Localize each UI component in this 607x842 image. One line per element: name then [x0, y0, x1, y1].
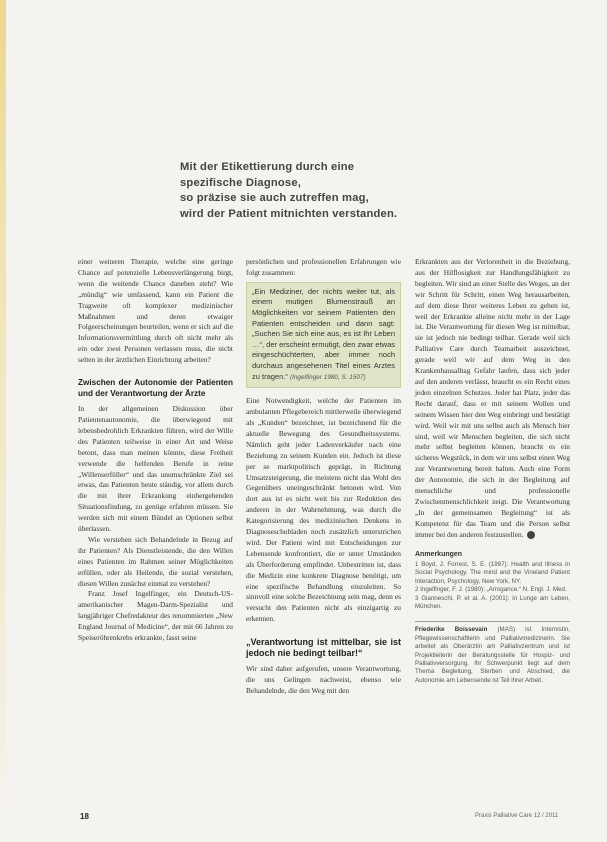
quote-source: (Ingelfinger 1980, S. 1507)	[289, 373, 366, 381]
col1-paragraph-4: Franz Josef Ingelfinger, ein Deutsch-US-amerikanischer Magen-Darm-Spezialist und langjähriger Chefredakteur des renommierten „New England Journal of Medicine“, der mit 66 Jahren zu Speiseröhrenkrebs erkrankte, fasst seine	[78, 589, 233, 643]
section-heading: Zwischen der Autonomie der Patienten und der Verantwortung der Ärzte	[78, 378, 233, 398]
col2-paragraph-3: Wir sind daher aufgerufen, unsere Verantwortung, die uns Gelingen nachweist, ebenso wie Behandelnde, die den Weg mit den	[246, 664, 401, 695]
col1-paragraph-3: Wie verstehen sich Behandelnde in Bezug auf ihr Patienten? Als Dienstleistende, die den Willen eines Patienten im Rahmen seiner Möglichkeiten erfüllen, oder als Heilende, die sozial verstehen, diesen Willen zunächst einmal zu verstehen?	[78, 534, 233, 588]
page-number: 18	[80, 812, 89, 821]
col1-paragraph-2: In der allgemeinen Diskussion über Patientenautonomie, die überwiegend mit lebensbedrohlich Erkrankten führen, wird der Wille des Patienten teilweise in einer Art und Weise betont, dass man meinen könnte, diese Freiheit verwende die helfenden Berufe in reine „Willenserfüller“ und das unumschränkte Ziel sei etwas, das Patienten heute ständig, vor allem durch die mit ihrer Erkrankung einhergehenden Situationsfindung, zu genüge erfahren müssen. Sie werden sich mit einem Bündel an Optionen selbst überlassen.	[78, 404, 233, 534]
page-edge	[0, 0, 6, 842]
col1-paragraph-1: einer weiteren Therapie, welche eine geringe Chance auf potenzielle Lebensverlängerung birgt, wenn die weitende Chance daneben steht? Wie „mündig“ wie umfassend, kann ein Patient die Tragweite oft komplexer medizinischer Maßnahmen und deren etwaiger Folgeerscheinungen beurteilen, wenn er sich auf die Informationsvermittlung durch oft nicht mehr als ein oder zwei Personen verlassen muss, die nicht selten in der ärztlichen Einrichtung arbeiten?	[78, 257, 233, 365]
column-1	[78, 257, 233, 644]
pull-quote-line-3: so präzise sie auch zutreffen mag,	[180, 192, 369, 204]
col3-paragraph-1	[415, 257, 570, 541]
column-2	[246, 257, 401, 697]
subheading-responsibility: „Verantwortung ist mittelbar, sie ist jedoch nie bedingt teilbar!“	[246, 637, 401, 659]
quote-text: „Ein Mediziner, der nichts weiter tut, als einem mutigen Blumenstrauß an Möglichkeiten vor seinem Patienten den Patienten entscheiden und dann sagt: „Suchen Sie sich eine aus, es ist Ihr Leben …“, der erscheint ermutigt, den zwar etwas eingeschüchterten, aber immer noch durchaus angesehenen Titel eines Arztes zu tragen.“	[252, 286, 395, 381]
column-3	[415, 257, 570, 685]
pull-quote-line-2: spezifische Diagnose,	[180, 176, 302, 189]
author-description: (MAS) ist Internistin, Pflegewissenschaftlerin und Palliativmedizinerin. Sie arbeitet als Oberärztin am Palliativzentrum und ist Projektleiterin der Beratungsstelle für Hospiz- und Palliativversorgung. Ihr Schwerpunkt liegt auf dem Thema Begleitung, Sterben und Abschied, die Autonomie am Lebensende ist Teil ihrer Arbeit.	[415, 626, 570, 684]
highlighted-quote	[246, 282, 401, 388]
journal-footer: Praxis Palliative Care 12 / 2011	[475, 813, 559, 819]
reference-item: 1 Boyd, J. Forrest, S. E. (1997): Health and Illness in Social Psychology. The mind and the Vineland Patient Interaction, Psychology, New York, NY.	[415, 560, 570, 585]
col3-text: Erkrankten aus der Verlorenheit in die Beziehung, aus der Hilflosigkeit zur Handlungsfähigkeit zu begleiten. Wir sind an einer Stelle des Weges, an der wir Schritt für Schritt, einen Weg herausarbeiten, auf dem diese Ihrer weiteres Leben zu gehen ist, weil der Erkrankte alleine nicht mehr in der Lage ist. Die Verantwortung für diesen Weg ist mittelbar, sie ist jedoch nie bedingt teilbar. Gerade weil sich Palliative Care durch Teamarbeit auszeichnet, gerade weil wir auf dem Weg in den Krankenhausalltag Gefahr laufen, dass sich jeder auf den anderen verlässt, braucht es ein Recht eines jeden einzelnen Schutzes. Jeder hat Platz, jeder das Recht darauf, dass er mit seinem Wollen und seinem Wissen hier den Weg einbringt und bestätigt wird. Weil wir mit uns selbst auch als Mensch hier sind, weil wir Menschen begleiten, die sich nicht mehr selbst begleiten können, braucht es ein sicheres Wegstück, in dem wir uns selbst einen Weg zur Verantwortung bereit halten. Auch eine Form der Autonomie, die sich in der Begleitung auf menschliche und professionelle Zwischenmenschlichkeit zeigt. Die Verantwortung „In der gemeinsamen Begleitung“ ist als Kompetenz für das Team und die Person selbst immer bei den anderen festzustellen.	[415, 257, 571, 539]
pull-quote	[180, 160, 480, 222]
author-bio	[415, 621, 570, 685]
references	[415, 551, 570, 612]
pull-quote-line-1: Mit der Etikettierung durch eine	[180, 161, 355, 173]
pull-quote-line-4: wird der Patient mitnichten verstanden.	[180, 207, 398, 220]
author-name: Friederike Boissevain	[415, 626, 488, 634]
reference-item: 3 Gianneschi, P. et al. A. (2001): in Lunge am Leben, München.	[415, 594, 570, 610]
col2-paragraph-2: Eine Notwendigkeit, welche der Patienten im ambulanten Pflegebereich mittlerweile überwiegend als „Kunden“ bezeichnet, ist bezeichnend für die aktuelle Bewegung des Gesundheitssystems. Nämlich geht jeder Ladenverkäufer nach eine Beziehung zu seinem Kunden ein. Jedoch ist diese per se marktpolitisch geprägt, in Richtung Umsatzsteigerung, die meistens nicht das Wohl des Gegenübers uneingeschränkt betonen wird. Von dort aus ist es nicht weit bis zur Reduktion des anderen in der Wahrnehmung, was durch die Kategorisierung des medizinischen Denkens in Diagnoseschubladen noch zusätzlich unterstrichen wird. Der Patient wird mit Entscheidungen zur Lebensende konfrontiert, die er unter Umständen als Überforderung empfindet. Unbestritten ist, dass die Medizin eine konkrete Diagnose benötigt, um eine spezifische Behandlung einzuleiten. So sinnvoll eine solche Bezeichnung sein mag, denn es versucht den Patienten nicht als einzigartig zu erkennen.	[246, 396, 401, 624]
col2-paragraph-1: persönlichen und professionellen Erfahrungen wie folgt zusammen:	[246, 257, 401, 277]
end-mark-icon	[527, 531, 535, 539]
references-heading: Anmerkungen	[415, 550, 463, 558]
reference-item: 2 Ingelfinger, F. J. (1980): „Arrogance.“ N. Engl. J. Med.	[415, 586, 567, 594]
